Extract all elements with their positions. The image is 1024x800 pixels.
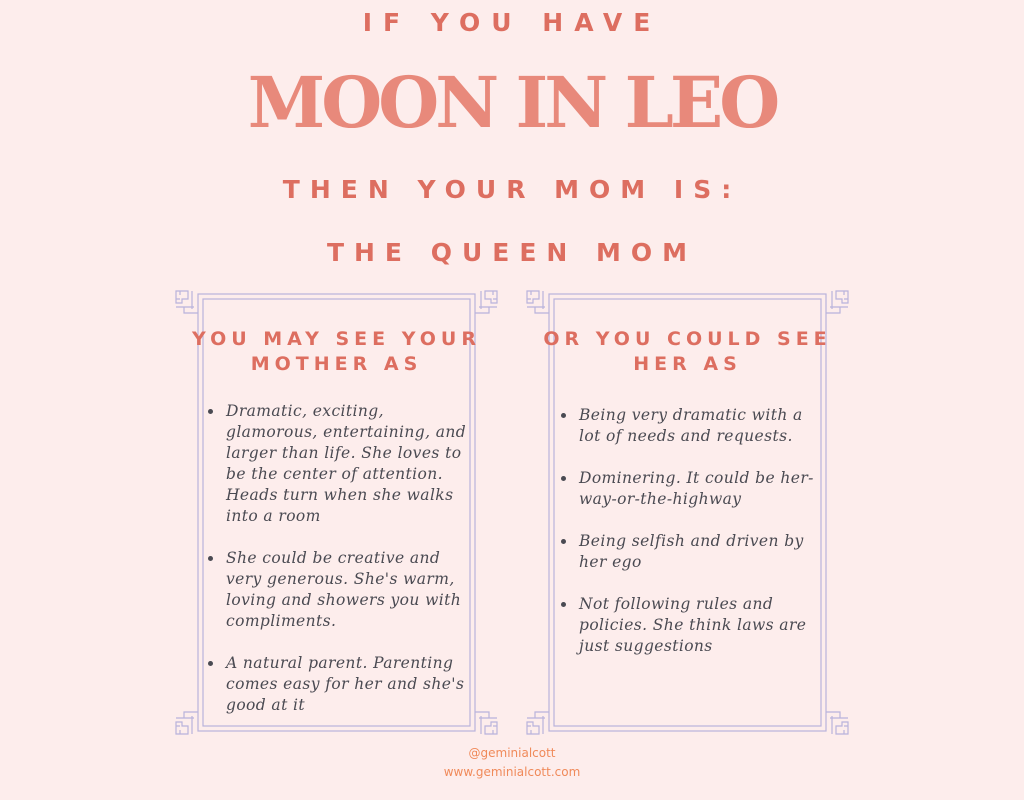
bullet-icon xyxy=(208,409,213,414)
list-item xyxy=(206,653,476,716)
list-item xyxy=(206,401,476,527)
website-link[interactable]: www.geminialcott.com xyxy=(443,765,581,779)
list-item-text: Being selfish and driven by her ego xyxy=(579,532,804,571)
list-item xyxy=(206,548,476,632)
list-item xyxy=(559,531,829,573)
list-item-text: Not following rules and policies. She think laws are just suggestions xyxy=(579,595,807,655)
list-item xyxy=(559,594,829,657)
bullet-icon xyxy=(561,602,566,607)
panel-heading xyxy=(525,327,850,377)
bullet-icon xyxy=(561,413,566,418)
trait-list xyxy=(206,401,476,737)
page-title: MOON IN LEO xyxy=(247,61,777,144)
panel-heading xyxy=(174,327,499,377)
panel-could-see xyxy=(525,289,850,736)
bullet-icon xyxy=(208,661,213,666)
kicker-if-you-have: IF YOU HAVE xyxy=(362,8,662,37)
bullet-icon xyxy=(561,539,566,544)
panel-heading-line: HER AS xyxy=(633,353,742,375)
kicker-the-queen-mom: THE QUEEN MOM xyxy=(326,238,698,267)
bullet-icon xyxy=(208,556,213,561)
panel-may-see xyxy=(174,289,499,736)
panel-heading-line: MOTHER AS xyxy=(250,353,423,375)
panel-heading-line: OR YOU COULD SEE xyxy=(543,328,832,350)
trait-list xyxy=(559,405,829,678)
list-item xyxy=(559,468,829,510)
kicker-then-your-mom: THEN YOUR MOM IS: xyxy=(282,175,742,204)
list-item-text: Dominering. It could be her-way-or-the-highway xyxy=(579,469,814,508)
list-item-text: Being very dramatic with a lot of needs and requests. xyxy=(579,406,803,445)
panel-heading-line: YOU MAY SEE YOUR xyxy=(192,328,481,350)
list-item-text: A natural parent. Parenting comes easy for her and she's good at it xyxy=(226,654,465,714)
list-item-text: She could be creative and very generous. She's warm, loving and showers you with compliments. xyxy=(226,549,462,630)
list-item xyxy=(559,405,829,447)
list-item-text: Dramatic, exciting, glamorous, entertaining, and larger than life. She loves to be the center of attention. Heads turn when she walks into a room xyxy=(226,402,467,525)
bullet-icon xyxy=(561,476,566,481)
social-handle: @geminialcott xyxy=(468,746,556,760)
